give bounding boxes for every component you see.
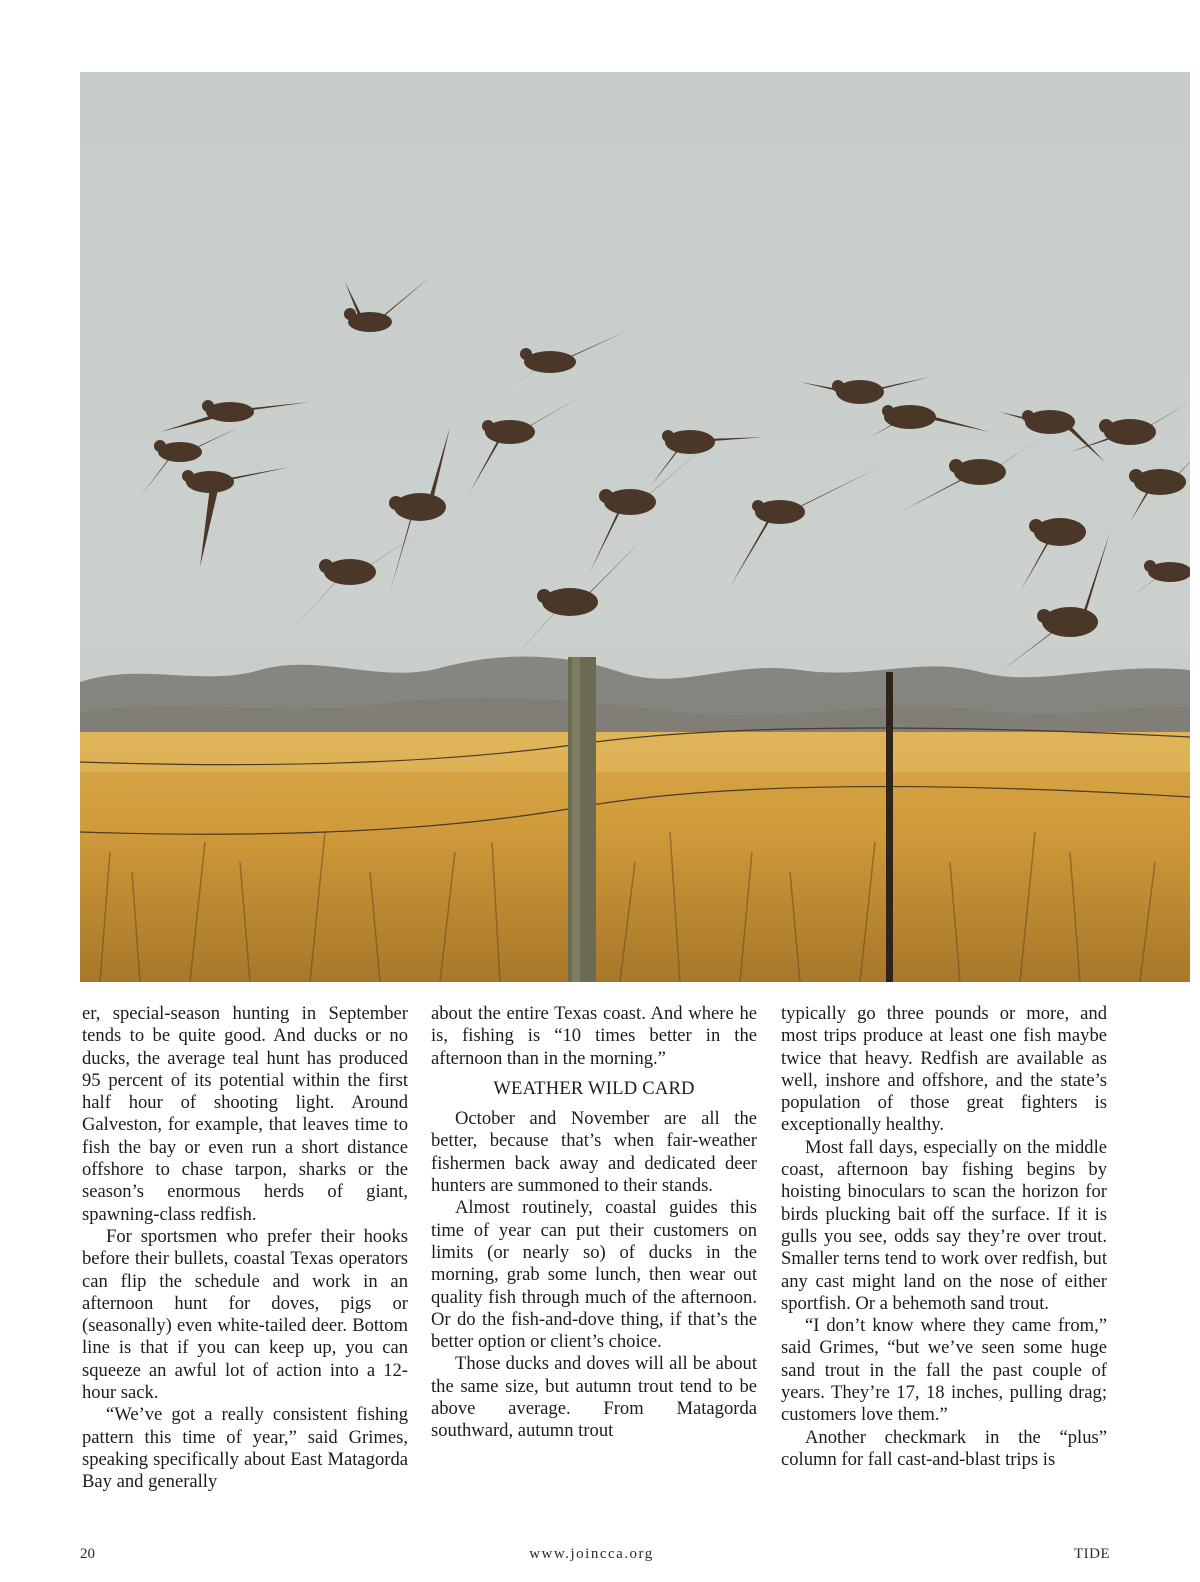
paragraph: “We’ve got a really consistent fishing pattern this time of year,” said Grimes, speaking specifically about East Matagorda Bay and generally — [82, 1404, 408, 1493]
text-column-3 — [781, 1003, 1107, 1471]
paragraph: October and November are all the better, because that’s when fair-weather fishermen back away and dedicated deer hunters are summoned to their stands. — [431, 1108, 757, 1197]
text-column-1 — [82, 1003, 408, 1494]
paragraph: “I don’t know where they came from,” said Grimes, “but we’ve seen some huge sand trout in the fall the past couple of years. They’re 17, 18 inches, pulling drag; customers love them.” — [781, 1315, 1107, 1426]
publication-name: TIDE — [1074, 1546, 1111, 1562]
paragraph: Another checkmark in the “plus” column for fall cast-and-blast trips is — [781, 1426, 1107, 1470]
paragraph: Most fall days, especially on the middle coast, afternoon bay fishing begins by hoisting binoculars to scan the horizon for birds plucking bait off the surface. If it is gulls you see, odds say they’re over trout. Smaller terns tend to work over redfish, but any cast might land on the nose of either sportfish. Or a behemoth sand trout. — [781, 1136, 1107, 1314]
page-number: 20 — [80, 1546, 95, 1562]
paragraph: Those ducks and doves will all be about the same size, but autumn trout tend to be above average. From Matagorda southward, autumn trout — [431, 1353, 757, 1442]
duck-flight-photo — [80, 72, 1190, 982]
paragraph: er, special-season hunting in September tends to be quite good. And ducks or no ducks, the average teal hunt has produced 95 percent of its potential within the first half hour of shooting light. Around Galveston, for example, that leaves time to fish the bay or even run a short distance offshore to chase tarpon, sharks or the season’s enormous herds of giant, spawning-class redfish. — [82, 1003, 408, 1225]
text-column-2 — [431, 1003, 757, 1443]
footer-url: www.joincca.org — [529, 1546, 654, 1562]
section-heading: WEATHER WILD CARD — [493, 1077, 695, 1099]
paragraph: typically go three pounds or more, and most trips produce at least one fish maybe twice that heavy. Redfish are available as well, inshore and offshore, and the state’s population of those great fighters is exceptionally healthy. — [781, 1003, 1107, 1136]
paragraph: For sportsmen who prefer their hooks before their bullets, coastal Texas operators can flip the schedule and work in an afternoon hunt for doves, pigs or (seasonally) even white-tailed deer. Bottom line is that if you can keep up, you can squeeze an awful lot of action into a 12-hour sack. — [82, 1225, 408, 1404]
paragraph: about the entire Texas coast. And where he is, fishing is “10 times better in the afternoon than in the morning.” — [431, 1003, 757, 1069]
paragraph: Almost routinely, coastal guides this time of year can put their customers on limits (or nearly so) of ducks in the morning, grab some lunch, then wear out quality fish through much of the afternoon. Or do the fish-and-dove thing, if that’s the better option or client’s choice. — [431, 1197, 757, 1353]
